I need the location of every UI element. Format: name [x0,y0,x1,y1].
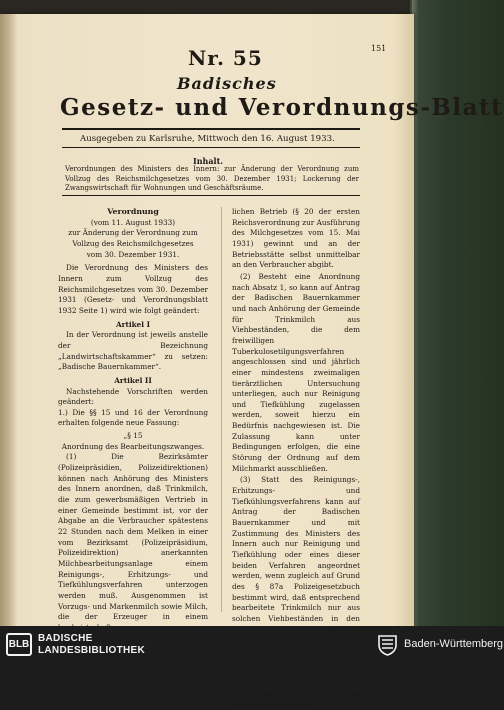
title-rule-top [62,128,360,130]
contents-heading: Inhalt. [193,156,224,166]
right-paragraph-2: (2) Besteht eine Anordnung nach Absatz 1, so kann auf Antrag der Badischen Bauernkammer und nach Anhörung der Gemeinde für Trinkmilch aus Viehbeständen, die dem freiwilligen Tuberkulosetilgungsverfahren angeschlossen sind und jährlich einer mindestens zweimaligen tierärztlichen Untersuchung unterliegen, auch nur Reinigung und Tiefkühlung zugelassen werden, soweit hierzu ein Bedürfnis nachgewiesen ist. Die Zulassung kann unter Bedingungen erfolgen, die eine Störung der Ordnung auf dem Milchmarkt ausschließen. [232,271,360,473]
state-name: Baden-Württemberg [404,638,504,650]
ordinance-subtitle: zur Änderung der Verordnung zum Vollzug des Reichsmilchgesetzes vom 30. Dezember 1931. [68,228,198,259]
right-paragraph-1: lichen Betrieb (§ 20 der ersten Reichsverordnung zur Ausführung des Milchgesetzes vom 15. Mai 1931) gewinnt und an der Betriebsstätte selbst unmittelbar an den Verbraucher abgibt. [232,207,360,270]
contents-rule [62,195,360,196]
column-divider [221,207,222,612]
title-rule-bottom [62,147,360,148]
left-column [58,207,208,634]
blb-logo[interactable]: BLB [6,633,32,656]
article-2-lead: Nachstehende Vorschriften werden geändert: [58,386,208,407]
article-2-heading: Artikel II [114,375,152,385]
state-crest-icon [377,634,398,656]
article-2-item: 1.) Die §§ 15 und 16 der Verordnung erhalten folgende neue Fassung: [58,407,208,428]
gazette-title: Gesetz- und Verordnungs-Blatt [60,94,504,121]
issue-date-line: Ausgegeben zu Karlsruhe, Mittwoch den 16. August 1933. [80,134,335,144]
paragraph-sign: „§ 15 [123,431,143,441]
ordinance-heading: Verordnung [107,207,159,216]
issue-number: Nr. 55 [188,46,263,70]
paragraph-text: (1) Die Bezirksämter (Polizeipräsidien, Polizeidirektionen) können nach Anhörung des Ministers des Innern anordnen, daß Trinkmilch, die zum gewerbsmäßigen Vertrieb in einer Gemeinde bestimmt ist, vor der Abgabe an die Verbraucher spätestens 22 Stunden nach dem Melken in einer vom Bezirksamt (Polizeipräsidium, Polizeidirektion) anerkannten Milchbearbeitungsanlage einem Reinigungs-, Erhitzungs- und Tiefkühlungsverfahren unterzogen werden muß. Ausgenommen ist Vorzugs- und Markenmilch sowie Milch, die der Erzeuger in einem [58,452,208,622]
right-paragraph-3: (3) Statt des Reinigungs-, Erhitzungs- und Tiefkühlungsverfahrens kann auf Antrag der Badischen Bauernkammer und mit Zustimmung des Ministers des Innern auch nur Reinigung und Tiefkühlung oder eines dieser beiden Verfahren angeordnet werden, wenn zugleich auf Grund des § 87a Polizeigesetzbuch bestimmt wird, daß entsprechend bearbeitete Trinkmilch nur aus solchen Viehbeständen in den einer mindestens zweimaligen tierärztlichen Untersuchung unterliegen. In die Anordnung können Vorschriften [232,475,360,709]
page-number: 151 [371,44,387,53]
contents-text: Verordnungen des Ministers des Innern: zur Änderung der Verordnung zum Vollzug des Reichsmilchgesetzes vom 30. Dezember 1931; Lockerung der Zwangswirtschaft für Wohnungen und Geschäftsräume. [65,165,359,192]
library-name-line-1: BADISCHE [38,633,93,644]
footer-bar [0,626,504,663]
ordinance-date: (vom 11. August 1933) [90,217,176,227]
paragraph-title: Anordnung des Bearbeitungszwanges. [61,441,205,451]
article-1-text: In der Verordnung ist jeweils anstelle der Bezeichnung „Landwirtschaftskammer“ zu setzen: „Badische Bauernkammer“. [58,330,208,372]
library-name-line-2: LANDESBIBLIOTHEK [38,645,146,656]
publisher-line: Badisches [177,74,277,93]
page-gutter [0,14,18,626]
article-1-heading: Artikel I [115,319,151,329]
ordinance-intro: Die Verordnung des Ministers des Innern zum Vollzug des Reichsmilchgesetzes vom 30. Dezember 1931 (Gesetz- und Verordnungsblatt 1932 Seite 1) wird wie folgt geändert: [58,263,208,315]
